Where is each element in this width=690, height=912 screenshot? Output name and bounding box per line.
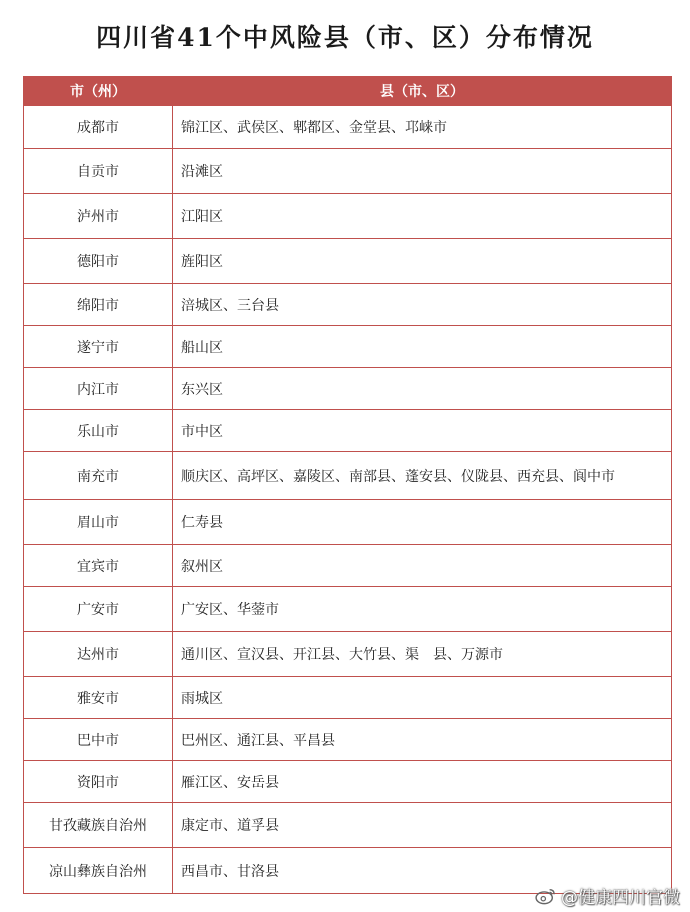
city-cell: 宜宾市 [24, 545, 173, 587]
header-counties: 县（市、区） [173, 77, 672, 106]
table-row [24, 106, 672, 149]
counties-cell: 叙州区 [173, 545, 672, 587]
table-row [24, 194, 672, 239]
city-cell: 自贡市 [24, 149, 173, 194]
counties-cell: 广安区、华蓥市 [173, 587, 672, 632]
table-row [24, 239, 672, 284]
table-row [24, 500, 672, 545]
counties-cell: 市中区 [173, 410, 672, 452]
counties-cell: 雁江区、安岳县 [173, 761, 672, 803]
table-header-row [24, 77, 672, 106]
header-city: 市（州） [24, 77, 173, 106]
city-cell: 眉山市 [24, 500, 173, 545]
table-row [24, 719, 672, 761]
city-cell: 巴中市 [24, 719, 173, 761]
table-row [24, 368, 672, 410]
counties-cell: 康定市、道孚县 [173, 803, 672, 848]
table-row [24, 284, 672, 326]
counties-cell: 旌阳区 [173, 239, 672, 284]
counties-cell: 顺庆区、高坪区、嘉陵区、南部县、蓬安县、仪陇县、西充县、阆中市 [173, 452, 672, 500]
counties-cell: 锦江区、武侯区、郫都区、金堂县、邛崃市 [173, 106, 672, 149]
city-cell: 乐山市 [24, 410, 173, 452]
city-cell: 绵阳市 [24, 284, 173, 326]
table-row [24, 410, 672, 452]
table-row [24, 803, 672, 848]
counties-cell: 东兴区 [173, 368, 672, 410]
counties-cell: 仁寿县 [173, 500, 672, 545]
city-cell: 泸州市 [24, 194, 173, 239]
table-row [24, 632, 672, 677]
counties-cell: 涪城区、三台县 [173, 284, 672, 326]
weibo-icon [535, 887, 557, 905]
counties-cell: 沿滩区 [173, 149, 672, 194]
city-cell: 达州市 [24, 632, 173, 677]
city-cell: 遂宁市 [24, 326, 173, 368]
city-cell: 成都市 [24, 106, 173, 149]
counties-cell: 西昌市、甘洛县 [173, 848, 672, 894]
city-cell: 德阳市 [24, 239, 173, 284]
watermark-text: @健康四川官微 [561, 888, 680, 908]
table-row [24, 545, 672, 587]
city-cell: 广安市 [24, 587, 173, 632]
table-row [24, 149, 672, 194]
counties-cell: 江阳区 [173, 194, 672, 239]
city-cell: 雅安市 [24, 677, 173, 719]
counties-cell: 巴州区、通江县、平昌县 [173, 719, 672, 761]
page-title: 四川省41个中风险县（市、区）分布情况 [96, 23, 594, 52]
table-row [24, 761, 672, 803]
counties-cell: 雨城区 [173, 677, 672, 719]
city-cell: 凉山彝族自治州 [24, 848, 173, 894]
risk-table [23, 76, 672, 894]
watermark [535, 883, 680, 908]
counties-cell: 通川区、宣汉县、开江县、大竹县、渠 县、万源市 [173, 632, 672, 677]
city-cell: 资阳市 [24, 761, 173, 803]
city-cell: 甘孜藏族自治州 [24, 803, 173, 848]
city-cell: 南充市 [24, 452, 173, 500]
counties-cell: 船山区 [173, 326, 672, 368]
table-row [24, 326, 672, 368]
table-row [24, 587, 672, 632]
table-row [24, 452, 672, 500]
table-row [24, 677, 672, 719]
city-cell: 内江市 [24, 368, 173, 410]
